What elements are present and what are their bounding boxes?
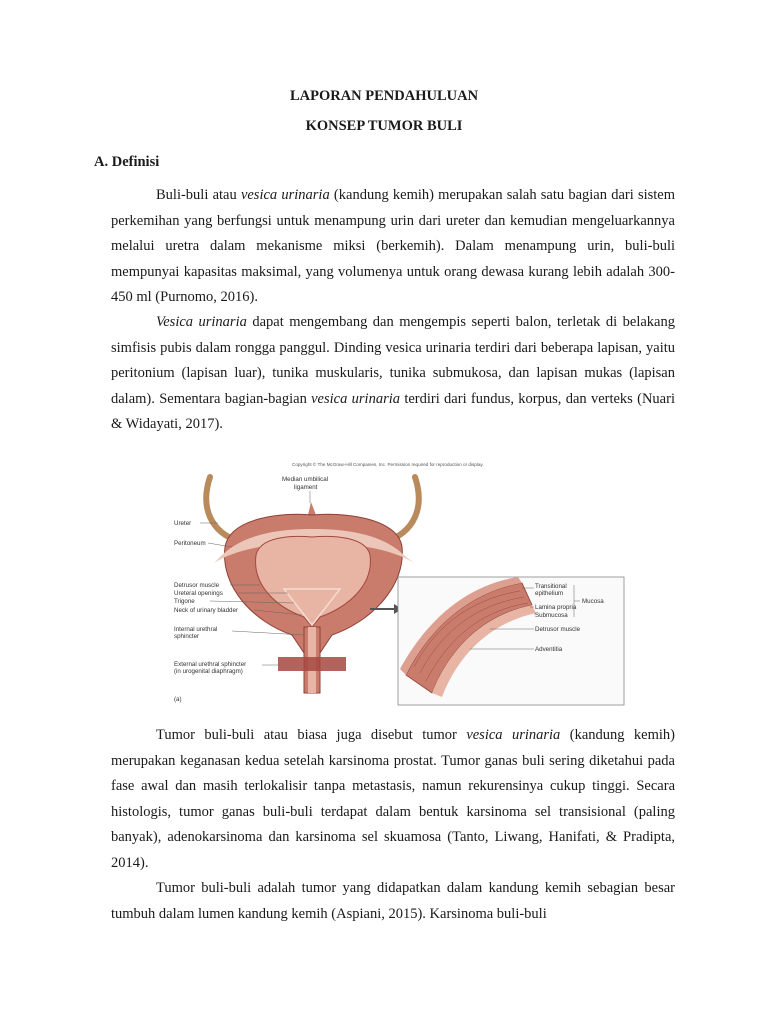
- paragraph-4: [111, 876, 675, 927]
- text-run: dapat mengembang dan mengempis seperti balon, terletak di belakang simfisis pubis dalam rongga panggul. Dinding vesica urinaria terdiri dari beberapa lapisan, yaitu peritonium (lapisan luar), tunika muskularis, tunika submukosa, dan lapisan mukas (lapisan dalam). Sementara bagian-bagian: [111, 314, 675, 407]
- text-run: (kandung kemih) merupakan salah satu bagian dari sistem perkemihan yang berfungsi untuk menampung urin dari ureter dan kemudian mengeluarkannya melalui uretra dalam mekanisme miksi (berkemih). Dalam menampung urin, buli-buli mempunyai kapasitas maksimal, yang volumenya untuk orang dewasa kurang lebih adalah 300-450 ml (Purnomo, 2016).: [111, 187, 676, 305]
- section-heading-definisi: A. Definisi: [94, 154, 160, 170]
- paragraph-1: [111, 183, 675, 311]
- text-run: (kandung kemih) merupakan keganasan kedua setelah karsinoma prostat. Tumor ganas buli sering diketahui pada fase awal dan masih terlokalisir tanpa metastasis, namun rekurensinya cukup tinggi. Secara histologis, tumor ganas buli-buli terdapat dalam bentuk karsinoma sel transisional (paling banyak), adenokarsinoma dan karsinoma sel skuamosa (Tanto, Liwang, Hanifati, & Pradipta, 2014).: [111, 727, 675, 871]
- external-sphincter: [278, 657, 346, 671]
- label-submucosa: Submucosa: [535, 612, 568, 619]
- label-neck: Neck of urinary bladder: [174, 607, 238, 614]
- label-external-sphincter-1: External urethral sphincter: [174, 661, 247, 668]
- text-run: Tumor buli-buli atau biasa juga disebut tumor: [156, 727, 467, 743]
- text-run: terdiri dari fundus, korpus, dan verteks (Nuari & Widayati, 2017).: [111, 390, 675, 432]
- label-median-ligament-1: Median umbilical: [282, 476, 329, 483]
- document-title: LAPORAN PENDAHULUAN: [289, 88, 479, 104]
- label-adventitia: Adventitia: [535, 646, 563, 653]
- label-trigone: Trigone: [174, 598, 195, 605]
- label-external-sphincter-2: (in urogenital diaphragm): [174, 668, 243, 675]
- label-transitional-1: Transitional: [535, 583, 567, 590]
- figure-copyright: Copyright © The McGraw-Hill Companies, Inc. Permission required for reproduction or display.: [292, 462, 484, 467]
- paragraph-3: [111, 723, 675, 876]
- label-mucosa: Mucosa: [582, 598, 604, 605]
- figure-panel-label: (a): [174, 696, 182, 703]
- italic-term: vesica urinaria: [240, 187, 330, 203]
- median-ligament: [308, 502, 316, 515]
- label-internal-sphincter-1: Internal urethral: [174, 626, 218, 633]
- label-lamina-propria: Lamina propria: [535, 604, 577, 611]
- text-run: Buli-buli atau: [156, 187, 241, 203]
- label-median-ligament-2: ligament: [294, 484, 318, 491]
- document-subtitle: KONSEP TUMOR BULI: [305, 118, 463, 134]
- bladder-anatomy-figure: [170, 457, 626, 707]
- label-ureteral-openings: Ureteral openings: [174, 590, 223, 597]
- italic-term: Vesica urinaria: [156, 314, 247, 330]
- label-detrusor-left: Detrusor muscle: [174, 582, 220, 589]
- italic-term: vesica urinaria: [466, 727, 561, 743]
- paragraph-2: [111, 310, 675, 438]
- label-transitional-2: epithelium: [535, 590, 564, 597]
- italic-term: vesica urinaria: [311, 390, 401, 407]
- label-internal-sphincter-2: sphincter: [174, 633, 200, 640]
- label-detrusor-right: Detrusor muscle: [535, 626, 581, 633]
- label-peritoneum: Peritoneum: [174, 540, 206, 547]
- text-run: Tumor buli-buli adalah tumor yang didapatkan dalam kandung kemih sebagian besar tumbuh dalam lumen kandung kemih (Aspiani, 2015). Karsinoma buli-buli: [111, 880, 675, 922]
- label-ureter: Ureter: [174, 520, 192, 527]
- bladder-anatomy-illustration: [170, 457, 626, 707]
